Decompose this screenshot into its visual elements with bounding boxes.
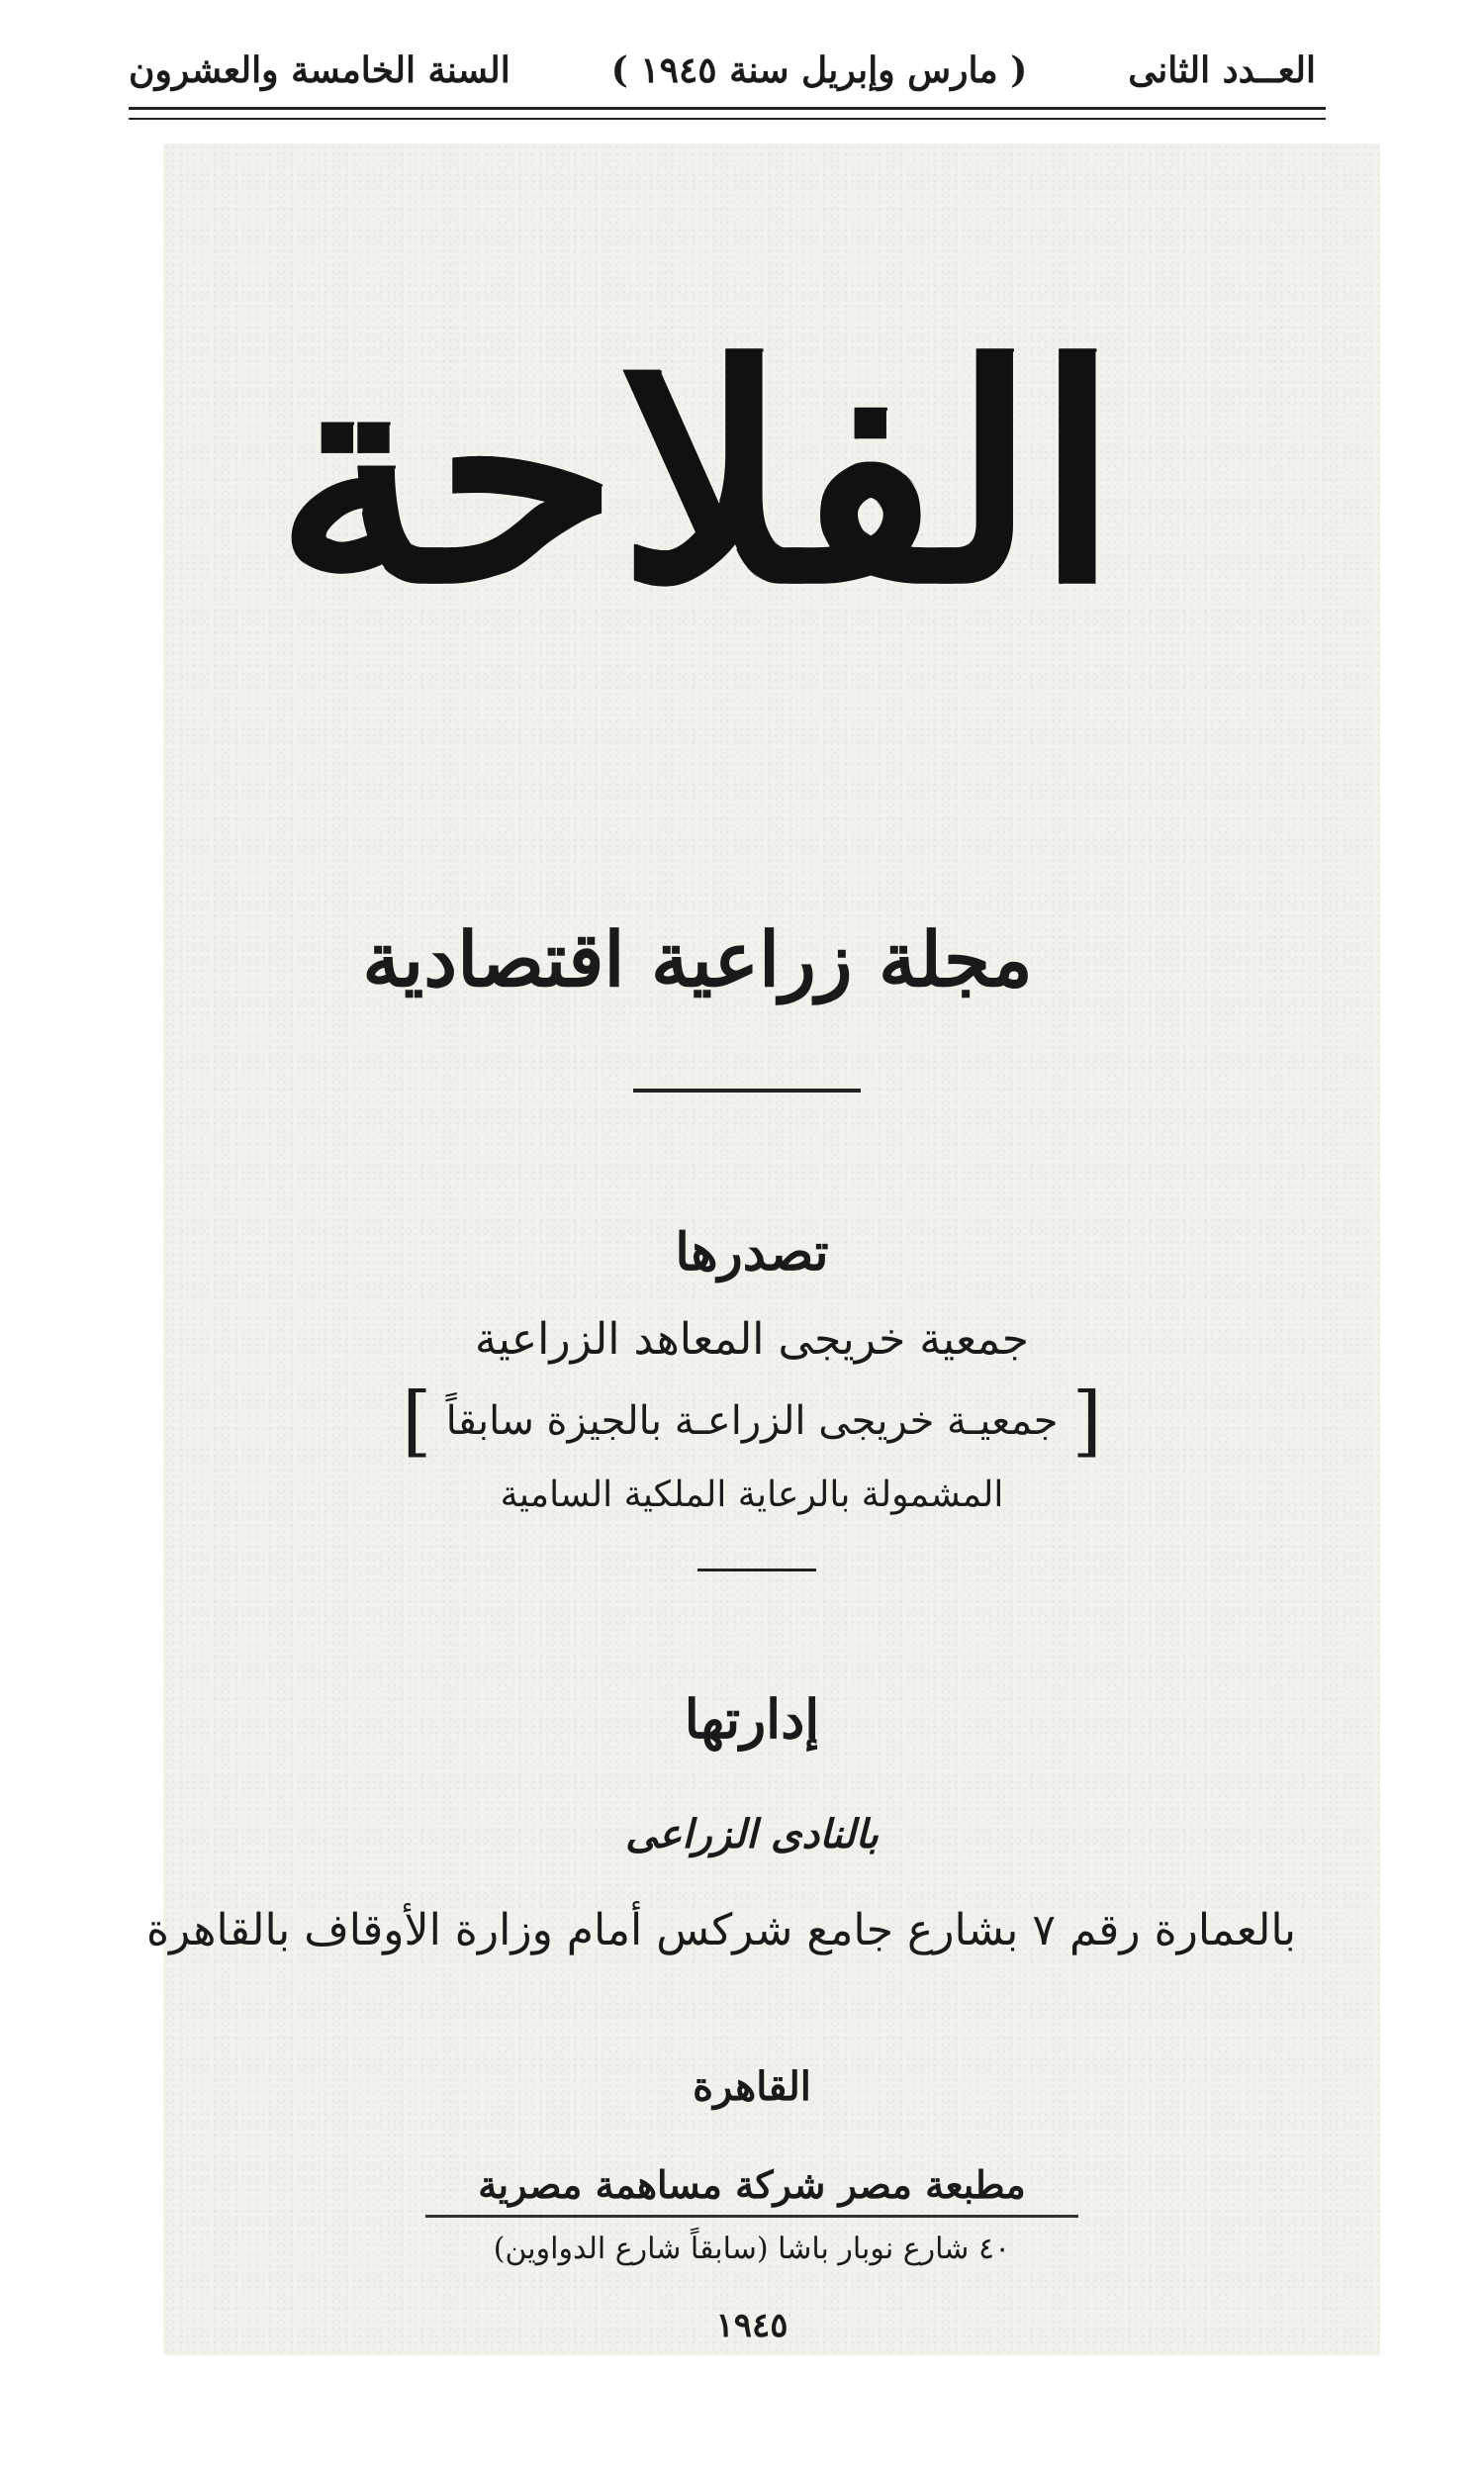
published-by-label: تصدرها: [675, 1222, 829, 1283]
issue-date: ( مارس وإبريل سنة ١٩٤٥ ): [610, 49, 1028, 91]
agricultural-club: بالنادى الزراعى: [625, 1811, 879, 1857]
administration-label: إدارتها: [684, 1687, 820, 1751]
volume-year: السنة الخامسة والعشرون: [129, 49, 510, 91]
former-name-line: [391, 1377, 1113, 1466]
header-double-rule: [129, 107, 1326, 120]
bracket-open: [: [1071, 1377, 1102, 1466]
imprint-year: ١٩٤٥: [715, 2306, 788, 2345]
publisher-name: جمعية خريجى المعاهد الزراعية: [475, 1314, 1029, 1365]
office-address: بالعمارة رقم ٧ بشارع جامع شركس أمام وزارة الأوقاف بالقاهرة: [145, 1905, 1296, 1955]
printing-press: مطبعة مصر شركة مساهمة مصرية: [478, 2162, 1026, 2207]
royal-patronage: المشمولة بالرعاية الملكية السامية: [500, 1475, 1004, 1515]
issue-header: [129, 49, 1316, 91]
journal-subtitle: مجلة زراعية اقتصادية: [362, 915, 1033, 1003]
imprint-city: القاهرة: [693, 2063, 811, 2110]
issue-number: العــدد الثانى: [1128, 49, 1316, 91]
publisher-former-name: جمعيـة خريجى الزراعـة بالجيزة سابقاً: [445, 1398, 1059, 1444]
divider-rule: [633, 1089, 861, 1093]
bracket-close: ]: [402, 1377, 432, 1466]
printer-rule: [425, 2215, 1078, 2218]
press-address: ٤٠ شارع نوبار باشا (سابقاً شارع الدواوين): [493, 2232, 1011, 2266]
journal-title: الفلاحة: [276, 300, 1119, 649]
divider-rule-small: [697, 1569, 816, 1571]
